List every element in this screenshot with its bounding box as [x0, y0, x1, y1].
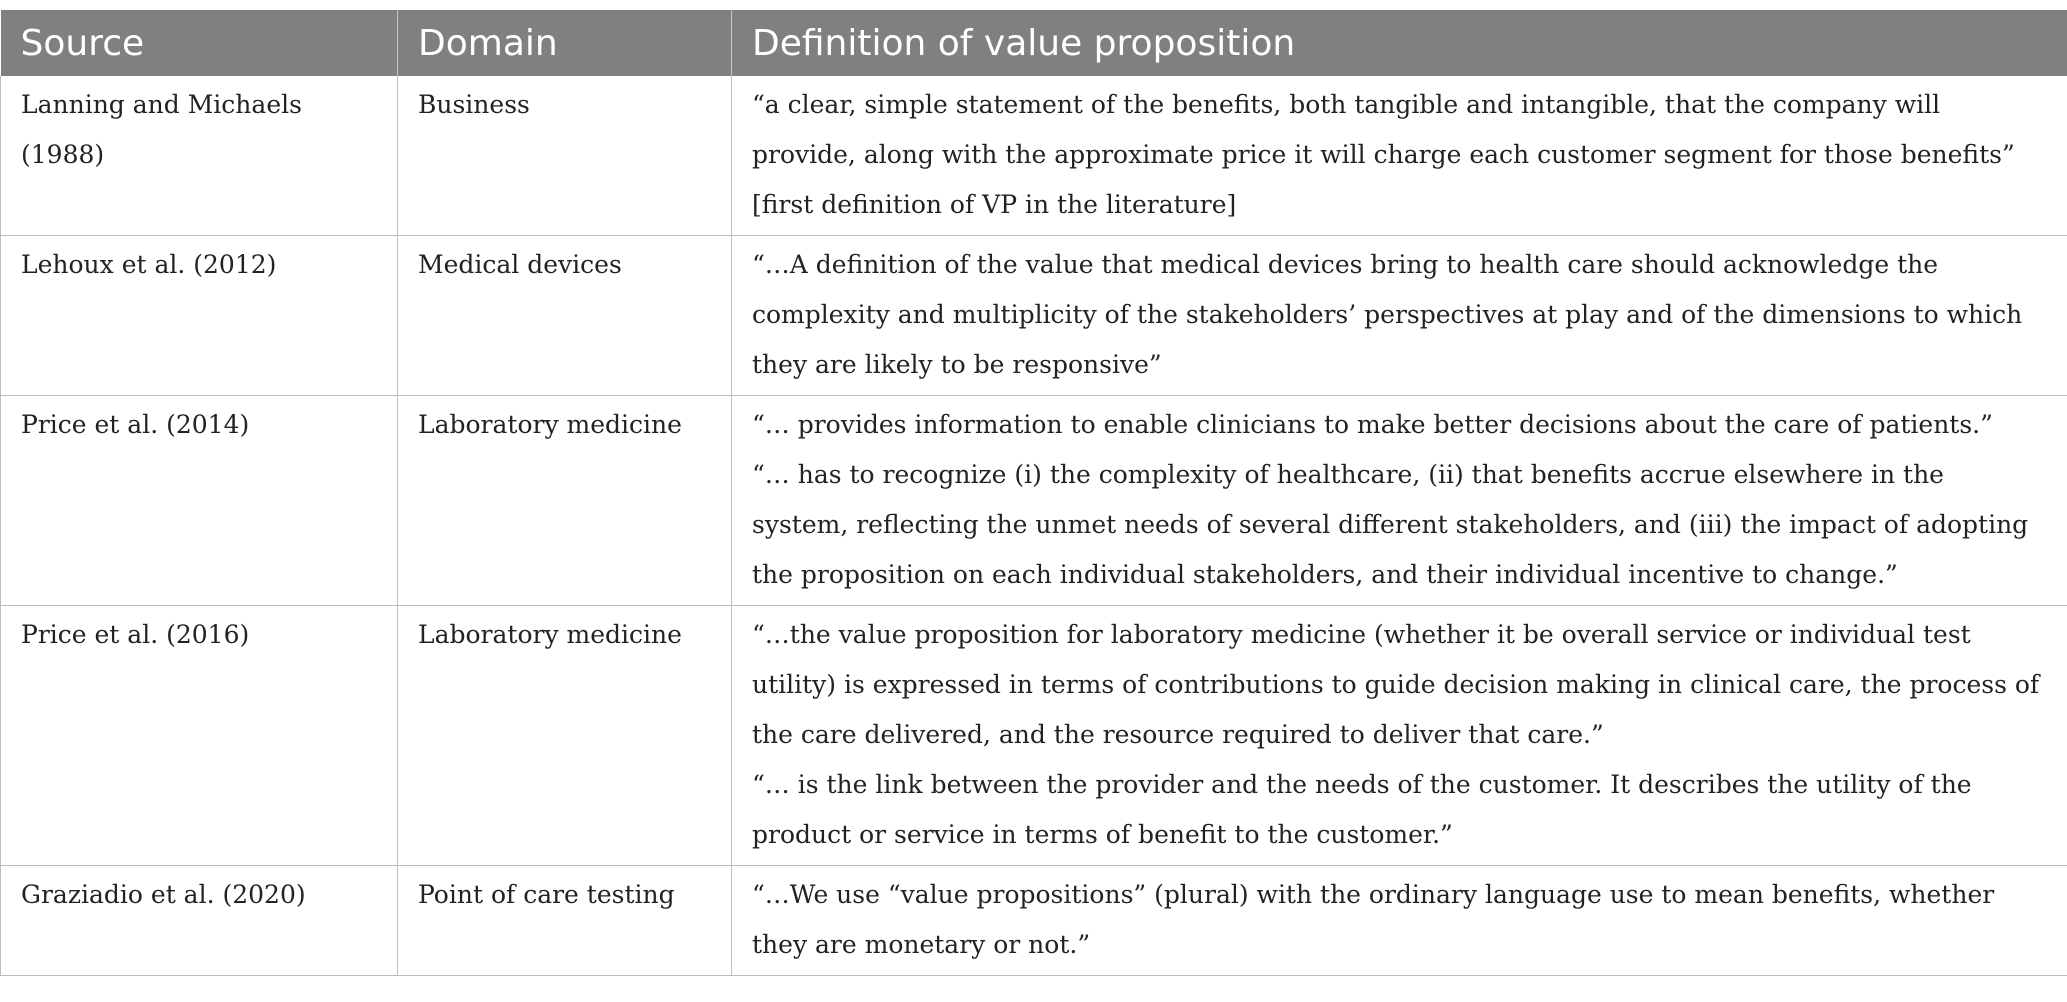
- domain-cell: Laboratory medicine: [398, 606, 732, 866]
- source-cell: Price et al. (2016): [1, 606, 398, 866]
- table-row: [1, 76, 2067, 236]
- definition-text: “… is the link between the provider and the needs of the customer. It describes the utility of the product or service in terms of benefit to the customer.”: [752, 770, 1972, 849]
- source-cell: Lanning and Michaels (1988): [1, 76, 398, 236]
- domain-cell: Point of care testing: [398, 866, 732, 976]
- definition-cell: [732, 606, 2067, 866]
- source-cell: Lehoux et al. (2012): [1, 236, 398, 396]
- value-proposition-table-container: [0, 10, 2067, 976]
- value-proposition-table: [0, 10, 2067, 976]
- table-header: [1, 10, 2067, 76]
- definition-text: “…We use “value propositions” (plural) with the ordinary language use to mean benefits, whether they are monetary or not.”: [752, 880, 1995, 959]
- definition-text: “…A definition of the value that medical devices bring to health care should acknowledge the complexity and multiplicity of the stakeholders’ perspectives at play and of the dimensions to which they are likely to be responsive”: [752, 250, 2023, 379]
- header-definition: Definition of value proposition: [732, 10, 2067, 76]
- source-cell: Graziadio et al. (2020): [1, 866, 398, 976]
- definition-cell: [732, 866, 2067, 976]
- table-row: [1, 396, 2067, 606]
- definition-text: “…the value proposition for laboratory medicine (whether it be overall service or individual test utility) is expressed in terms of contributions to guide decision making in clinical care, the process of the care delivered, and the resource required to deliver that care.”: [752, 620, 2040, 749]
- definition-cell: [732, 236, 2067, 396]
- domain-cell: Business: [398, 76, 732, 236]
- table-row: [1, 606, 2067, 866]
- table-row: [1, 866, 2067, 976]
- header-source: Source: [1, 10, 398, 76]
- header-row: [1, 10, 2067, 76]
- domain-cell: Laboratory medicine: [398, 396, 732, 606]
- source-cell: Price et al. (2014): [1, 396, 398, 606]
- definition-cell: [732, 76, 2067, 236]
- header-domain: Domain: [398, 10, 732, 76]
- table-body: [1, 76, 2067, 976]
- table-row: [1, 236, 2067, 396]
- domain-cell: Medical devices: [398, 236, 732, 396]
- definition-cell: [732, 396, 2067, 606]
- definition-text: “… provides information to enable clinicians to make better decisions about the care of patients.”: [752, 410, 1993, 439]
- definition-text: “a clear, simple statement of the benefits, both tangible and intangible, that the company will provide, along with the approximate price it will charge each customer segment for those benefits” [first definition of VP in the literature]: [752, 90, 2015, 219]
- definition-text: “… has to recognize (i) the complexity of healthcare, (ii) that benefits accrue elsewhere in the system, reflecting the unmet needs of several different stakeholders, and (iii) the impact of adopting the proposition on each individual stakeholders, and their individual incentive to change.”: [752, 460, 2029, 589]
